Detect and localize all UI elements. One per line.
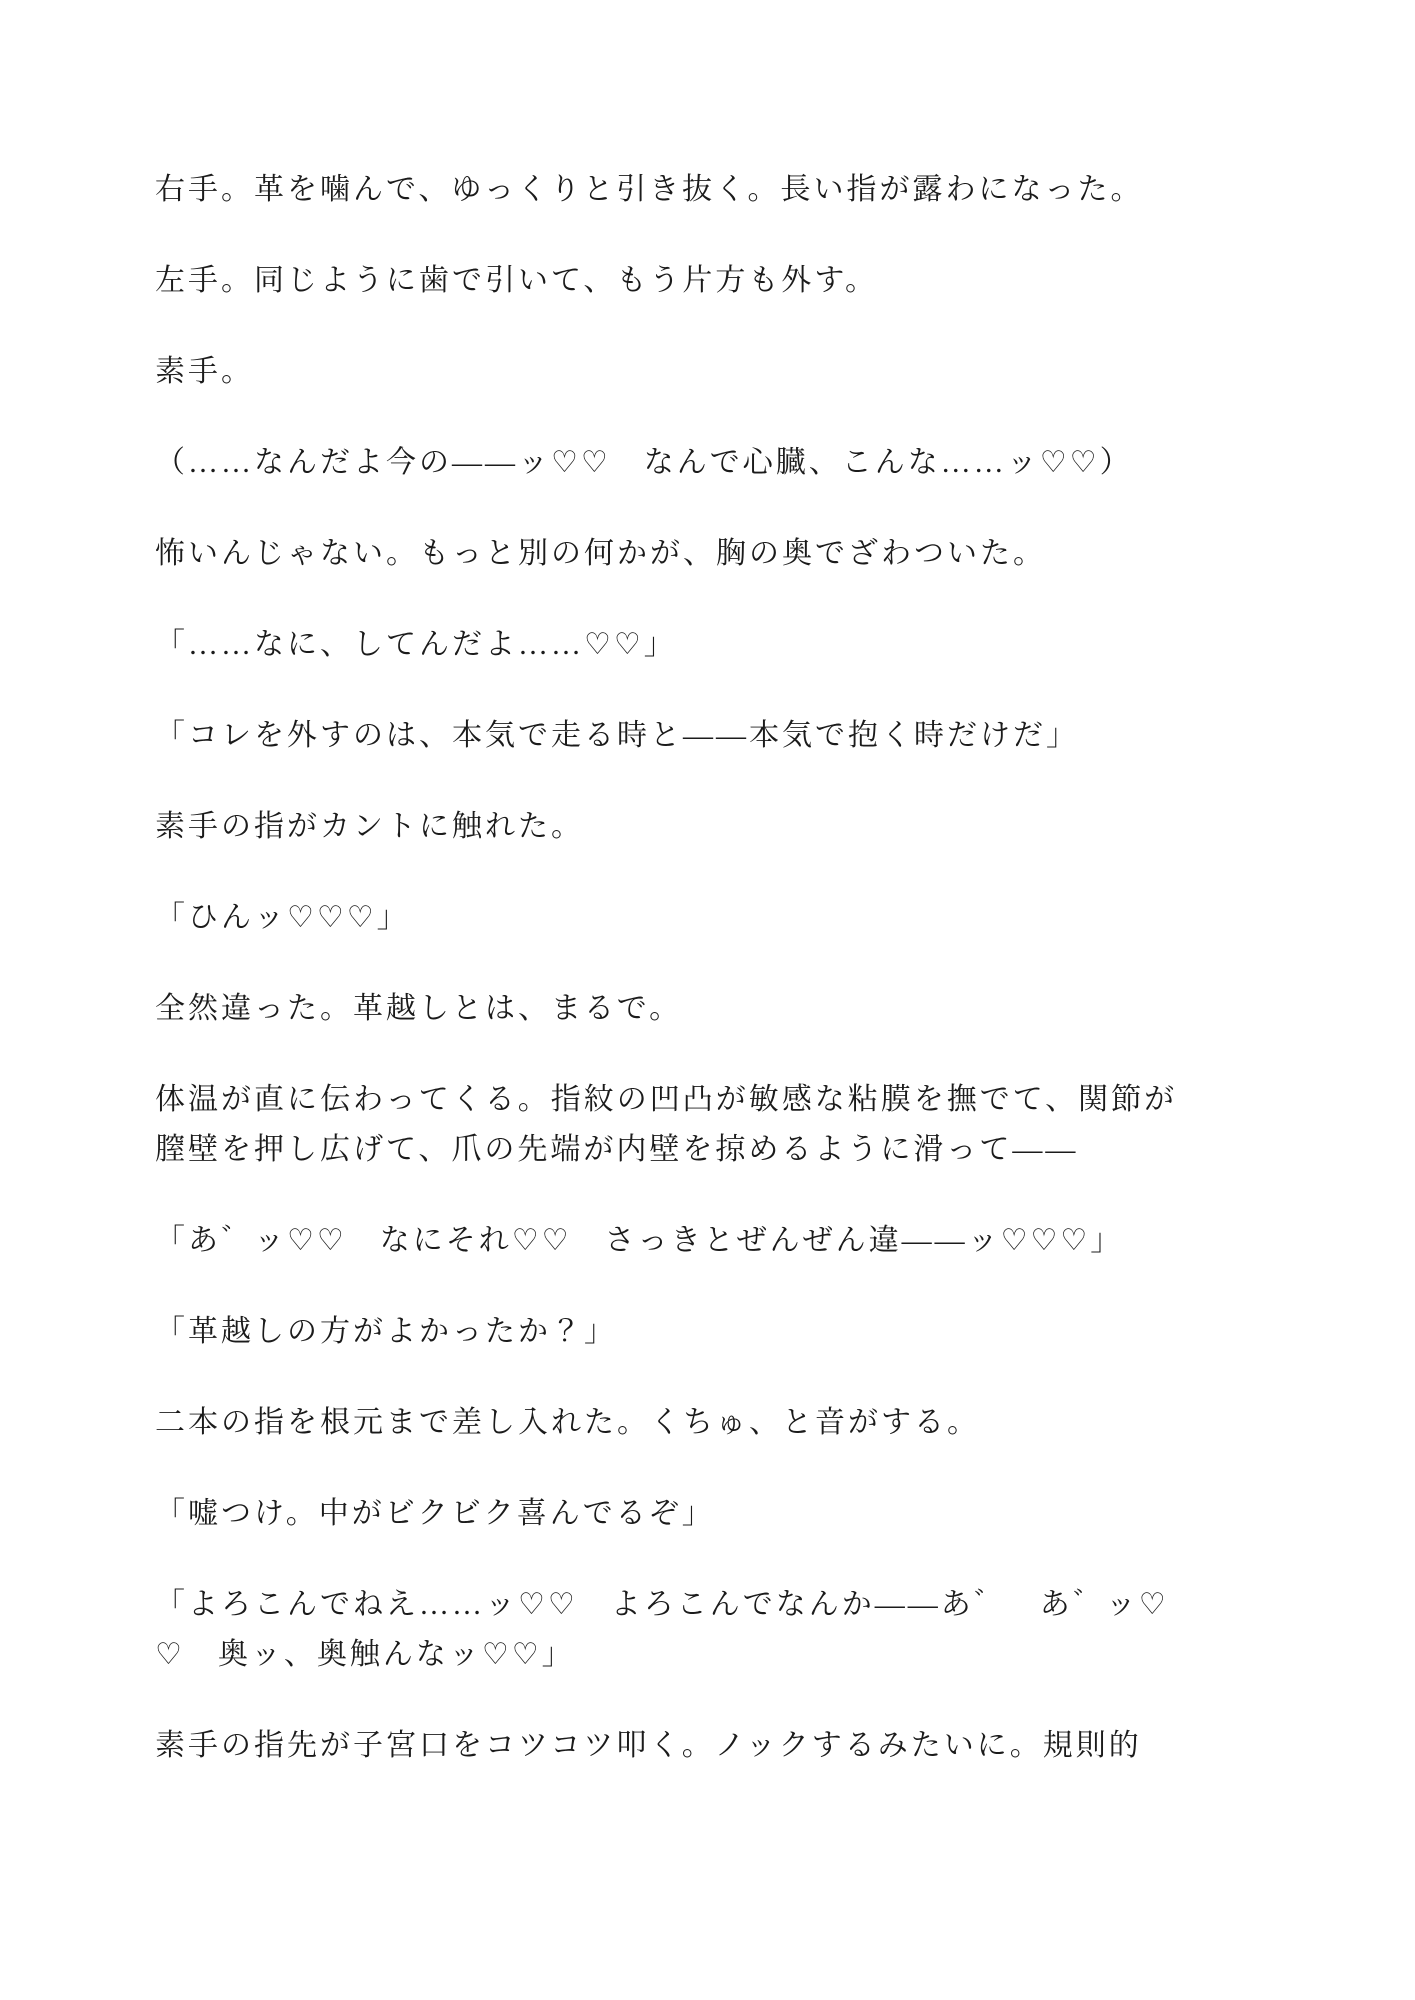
paragraph-4: （……なんだよ今の——ッ♡♡ なんで心臓、こんな……ッ♡♡） xyxy=(155,446,1133,479)
text-block xyxy=(155,165,1195,1771)
paragraph-17: 素手の指先が子宮口をコツコツ叩く。ノックするみたいに。規則的 xyxy=(155,1729,1142,1762)
paragraph-9: 「ひんッ♡♡♡」 xyxy=(155,901,410,934)
paragraph-10: 全然違った。革越しとは、まるで。 xyxy=(155,992,683,1025)
paragraph-8: 素手の指がカントに触れた。 xyxy=(155,810,584,843)
paragraph-7: 「コレを外すのは、本気で走る時と——本気で抱く時だけだ」 xyxy=(155,719,1079,752)
paragraph-13: 「革越しの方がよかったか？」 xyxy=(155,1315,617,1348)
paragraph-14: 二本の指を根元まで差し入れた。くちゅ、と音がする。 xyxy=(155,1406,980,1439)
paragraph-6: 「……なに、してんだよ……♡♡」 xyxy=(155,628,677,661)
paragraph-5: 怖いんじゃない。もっと別の何かが、胸の奥でざわついた。 xyxy=(155,537,1046,570)
paragraph-2: 左手。同じように歯で引いて、もう片方も外す。 xyxy=(155,264,878,297)
paragraph-11: 体温が直に伝わってくる。指紋の凹凸が敏感な粘膜を撫でて、関節が膣壁を押し広げて、爪の先端が内壁を掠めるように滑って—— xyxy=(155,1083,1178,1166)
paragraph-3: 素手。 xyxy=(155,355,254,388)
paragraph-12: 「あ゛ッ♡♡ なにそれ♡♡ さっきとぜんぜん違——ッ♡♡♡」 xyxy=(155,1224,1124,1257)
paragraph-1: 右手。革を噛んで、ゆっくりと引き抜く。長い指が露わになった。 xyxy=(155,173,1144,206)
paragraph-15: 「嘘つけ。中がビクビク喜んでるぞ」 xyxy=(155,1497,715,1530)
paragraph-16: 「よろこんでねえ……ッ♡♡ よろこんでなんか——あ゛ あ゛ッ♡♡ 奥ッ、奥触んなッ♡♡」 xyxy=(155,1588,1169,1671)
